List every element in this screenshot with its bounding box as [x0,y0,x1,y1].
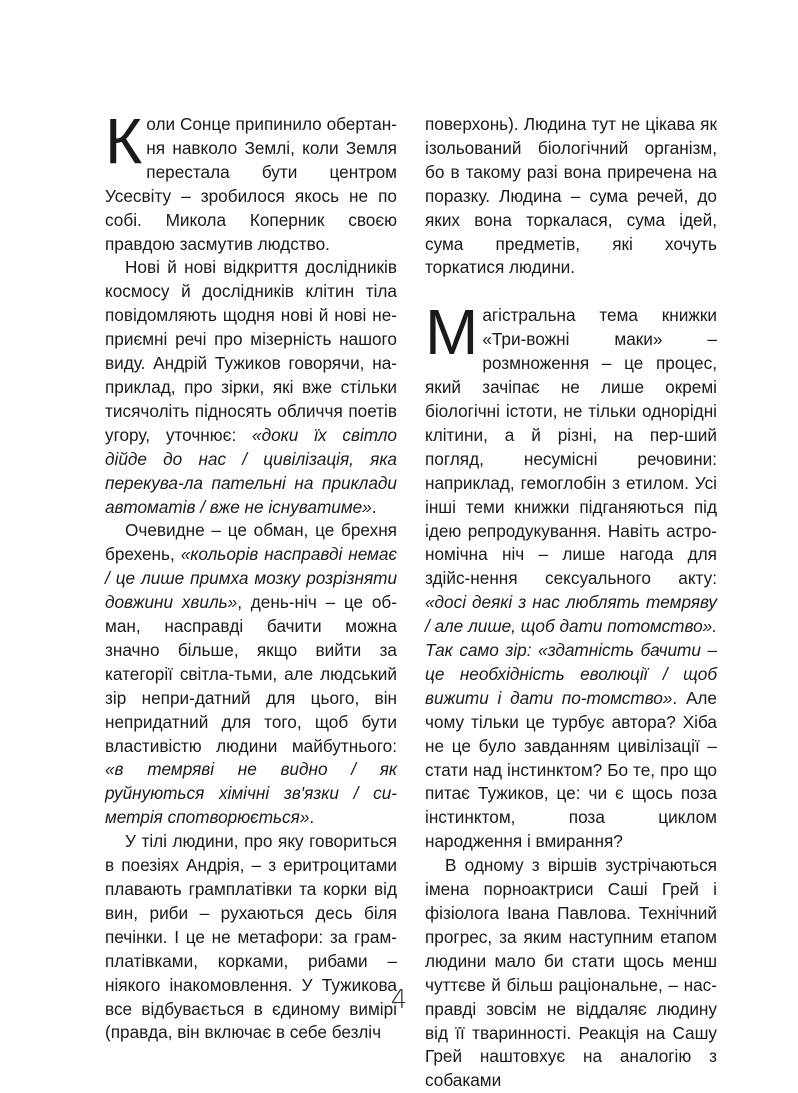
quote: «кольорів насправді немає / це лише примха мозку розрізняти довжини хвиль» [105,544,397,613]
paragraph-discoveries [105,256,397,519]
paragraph-text: В одному з віршів зустрічаються імена порноактриси Саші Грей і фізіолога Івана Павлова. Технічний прогрес, за яким наступним етапом людини мало би стати щось менш чуттєве й більш раціональне, – нас-правді зовсім не віддаляє людину від її тваринності. Реакція на Сашу Грей наштовхує на аналогію з собаками [425,855,717,1091]
right-column [425,113,717,1093]
quote: «в темряві не видно / як руйнуються хімічні зв'язки / си-метрія спотворюється» [105,759,397,828]
drop-cap: М [425,296,479,369]
paragraph-text: , день-ніч – це об-ман, насправді бачити можна значно більше, якщо вийти за категорії світла-тьми, але людський зір непри-датний для цього, він непридатний для того, щоб бути властивістю людини майбутнього: [105,592,397,756]
quote: «досі деякі з нас люблять темряву / але лише, щоб дати потомство». Так само зір: «здатність бачити – це необхідність еволюції / щоб вижити і дати по-томство» [425,592,717,708]
drop-cap: К [105,105,143,177]
paragraph-intro [105,105,397,256]
paragraph-text: . Але чому тільки це турбує автора? Хіба не це було завданням цивілізації – стати над інстинктом? Бо те, про що питає Тужиков, це: чи є щось поза інстинктом, поза циклом народження і вмирання? [425,687,717,852]
paragraph-text: поверхонь). Людина тут не цікава як ізольований біологічний організм, бо в такому разі вона приречена на поразку. Людина – сума речей, до яких вона торкалася, сума ідей, сума предметів, які хочуть торкатися людини. [425,114,717,278]
page-number: 4 [390,985,408,1015]
paragraph-text: оли Сонце припинило обертан-ня навколо Землі, коли Земля перестала бути центром Усесвіту – зробилося якось не по собі. Микола Коперник своєю правдою засмутив людство. [105,114,397,254]
paragraph-continuation [425,113,717,280]
paragraph-text: . [309,807,315,828]
paragraph-text: . [371,496,377,517]
paragraph-text: Нові й нові відкриття дослідників космосу й дослідників клітин тіла повідомляють щодня нові й нові не-приємні речі про мізерність нашого виду. Андрій Тужиков говорячи, на-приклад, про зірки, які вже стільки тисячоліть підносять обличчя поетів угору, уточнює: [105,257,397,445]
left-column [105,105,397,1045]
paragraph-text: У тілі людини, про яку говориться в поезіях Андрія, – з еритроцитами плавають грамплатівки та корки від вин, риби – рухаються десь біля печінки. І це не метафори: за грам-платівками, корками, рибами – ніякого інакомовлення. У Тужикова все відбувається в єдиному вимірі (правда, він включає в себе безліч [105,831,397,1043]
quote: «доки їх світло дійде до нас / цивілізація, яка перекува-ла пательні на приклади автоматів / вже не існуватиме» [105,424,397,517]
paragraph-text: Очевидне – це обман, це брехня брехень, [105,520,397,565]
paragraph-names [425,854,717,1093]
paragraph-main-theme [425,296,717,854]
paragraph-text: агістральна тема книжки «Три-вожні маки» – розмноження – це процес, який зачіпає не лише окремі біологічні істоти, не тільки однорідні клітини, а й різні, на пер-ший погляд, несумісні речовини: наприклад, гемоглобін з етилом. Усі інші теми книжки підганяються під ідею репродукування. Навіть астро-номічна ніч – лише нагода для здійс-нення сексуального акту: [425,305,717,589]
paragraph-obvious [105,519,397,830]
